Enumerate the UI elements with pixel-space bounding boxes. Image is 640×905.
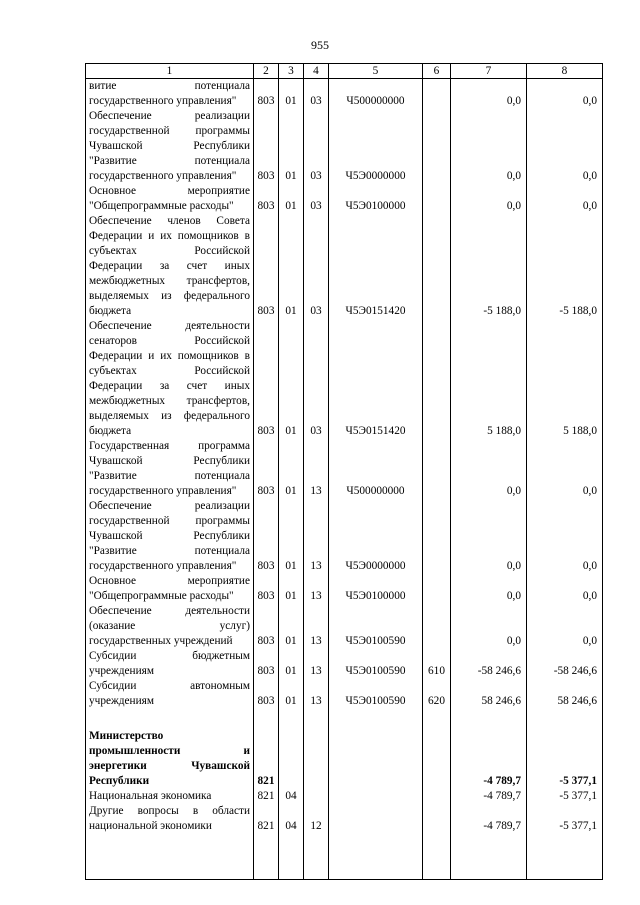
row-name: Субсидии автономным учреждениям [86,679,254,709]
row-section [279,729,304,789]
row-amount-2: 0,0 [527,439,603,499]
row-target-article: Ч5Э0000000 [329,499,423,574]
row-amount-1: -5 188,0 [451,214,527,319]
table-row [86,184,603,214]
budget-table [85,63,603,880]
row-tail-cell [304,834,329,880]
row-name: Основное мероприятие "Общепрограммные расходы" [86,184,254,214]
row-subsection: 13 [304,439,329,499]
row-name: Государственная программа Чувашской Республики "Развитие потенциала государственного управления" [86,439,254,499]
table-row-spacer [86,709,603,729]
row-section: 01 [279,649,304,679]
row-subsection: 12 [304,804,329,834]
row-amount-2: 0,0 [527,109,603,184]
row-expense-type [423,604,451,649]
row-amount-1: 0,0 [451,499,527,574]
row-ministry-code: 803 [254,214,279,319]
row-ministry-code: 803 [254,79,279,110]
row-section: 04 [279,789,304,804]
row-tail-cell [254,834,279,880]
row-tail-cell [527,834,603,880]
row-section [279,709,304,729]
row-expense-type [423,439,451,499]
row-ministry-code: 803 [254,439,279,499]
table-row [86,789,603,804]
row-tail-cell [86,834,254,880]
table-row [86,214,603,319]
row-amount-2: 0,0 [527,574,603,604]
table-row [86,499,603,574]
row-ministry-code: 803 [254,649,279,679]
row-name: Другие вопросы в области национальной экономики [86,804,254,834]
row-ministry-code: 821 [254,804,279,834]
row-amount-1: -4 789,7 [451,729,527,789]
row-amount-1: -4 789,7 [451,789,527,804]
row-expense-type: 610 [423,649,451,679]
row-amount-1: -4 789,7 [451,804,527,834]
row-target-article [329,729,423,789]
row-target-article: Ч5Э0000000 [329,109,423,184]
row-name: Обеспечение членов Совета Федерации и их помощников в субъектах Российской Федерации за счет иных межбюджетных трансфертов, выделяемых из федерального бюджета [86,214,254,319]
row-amount-2: -5 188,0 [527,214,603,319]
row-subsection [304,789,329,804]
row-amount-1: 0,0 [451,79,527,110]
row-ministry-code: 821 [254,789,279,804]
page-number: 955 [311,38,329,52]
row-target-article: Ч500000000 [329,439,423,499]
row-amount-1: 0,0 [451,604,527,649]
table-header-row [86,64,603,79]
row-section: 01 [279,679,304,709]
row-section: 01 [279,604,304,649]
row-subsection: 03 [304,109,329,184]
row-ministry-code: 803 [254,109,279,184]
table-row [86,679,603,709]
row-amount-2: 0,0 [527,79,603,110]
row-amount-2 [527,709,603,729]
row-expense-type [423,79,451,110]
row-tail-cell [329,834,423,880]
column-header: 1 [86,64,254,79]
row-subsection: 13 [304,604,329,649]
row-expense-type [423,214,451,319]
column-header: 5 [329,64,423,79]
row-name: Национальная экономика [86,789,254,804]
row-target-article [329,804,423,834]
row-target-article: Ч5Э0100590 [329,649,423,679]
column-header: 4 [304,64,329,79]
row-subsection: 03 [304,184,329,214]
row-section: 01 [279,79,304,110]
row-amount-1 [451,709,527,729]
row-name: Основное мероприятие "Общепрограммные расходы" [86,574,254,604]
row-expense-type [423,729,451,789]
row-subsection: 13 [304,499,329,574]
table-row [86,109,603,184]
row-amount-1: 0,0 [451,184,527,214]
row-amount-2: 5 188,0 [527,319,603,439]
row-name: Обеспечение деятельности сенаторов Российской Федерации и их помощников в субъектах Российской Федерации за счет иных межбюджетных трансфертов, выделяемых из федерального бюджета [86,319,254,439]
row-amount-2: -5 377,1 [527,729,603,789]
row-expense-type [423,574,451,604]
row-expense-type [423,109,451,184]
row-name: Субсидии бюджетным учреждениям [86,649,254,679]
row-subsection: 03 [304,79,329,110]
row-target-article: Ч5Э0100000 [329,184,423,214]
row-amount-2: 0,0 [527,604,603,649]
row-expense-type [423,709,451,729]
table-row-tail [86,834,603,880]
row-section: 01 [279,439,304,499]
row-target-article: Ч5Э0151420 [329,214,423,319]
table-row [86,439,603,499]
row-ministry-code: 803 [254,499,279,574]
row-subsection: 03 [304,319,329,439]
row-expense-type [423,319,451,439]
row-amount-2: 0,0 [527,184,603,214]
row-amount-1: -58 246,6 [451,649,527,679]
row-target-article: Ч5Э0100590 [329,604,423,649]
row-subsection: 13 [304,574,329,604]
row-ministry-code: 803 [254,319,279,439]
row-amount-2: -5 377,1 [527,804,603,834]
row-target-article: Ч5Э0151420 [329,319,423,439]
row-amount-1: 58 246,6 [451,679,527,709]
row-tail-cell [451,834,527,880]
column-header: 7 [451,64,527,79]
column-header: 8 [527,64,603,79]
row-expense-type [423,804,451,834]
row-section: 01 [279,499,304,574]
row-ministry-code: 803 [254,184,279,214]
row-expense-type [423,184,451,214]
row-expense-type [423,499,451,574]
table-row [86,319,603,439]
row-section: 01 [279,214,304,319]
row-name: витие потенциала государственного управления" [86,79,254,110]
row-ministry-code: 803 [254,679,279,709]
row-section: 01 [279,109,304,184]
row-name: Министерство промышленности и энергетики Чувашской Республики [86,729,254,789]
row-subsection: 13 [304,679,329,709]
row-amount-1: 0,0 [451,574,527,604]
table-row [86,604,603,649]
column-header: 6 [423,64,451,79]
table-row [86,804,603,834]
row-target-article: Ч500000000 [329,79,423,110]
row-ministry-code: 821 [254,729,279,789]
row-section: 04 [279,804,304,834]
row-name: Обеспечение реализации государственной программы Чувашской Республики "Развитие потенциала государственного управления" [86,499,254,574]
row-section: 01 [279,574,304,604]
row-target-article [329,709,423,729]
column-header: 2 [254,64,279,79]
row-ministry-code [254,709,279,729]
row-amount-2: 0,0 [527,499,603,574]
row-tail-cell [423,834,451,880]
row-amount-2: -58 246,6 [527,649,603,679]
table-row [86,574,603,604]
row-amount-1: 5 188,0 [451,319,527,439]
row-amount-2: -5 377,1 [527,789,603,804]
column-header: 3 [279,64,304,79]
row-subsection: 03 [304,214,329,319]
row-target-article: Ч5Э0100590 [329,679,423,709]
row-amount-2: 58 246,6 [527,679,603,709]
row-amount-1: 0,0 [451,109,527,184]
row-section: 01 [279,319,304,439]
row-subsection [304,709,329,729]
row-subsection [304,729,329,789]
row-section: 01 [279,184,304,214]
table-row [86,649,603,679]
row-name: Обеспечение реализации государственной программы Чувашской Республики "Развитие потенциала государственного управления" [86,109,254,184]
row-target-article: Ч5Э0100000 [329,574,423,604]
row-tail-cell [279,834,304,880]
table-row-ministry [86,729,603,789]
row-target-article [329,789,423,804]
row-name: Обеспечение деятельности (оказание услуг) государственных учреждений [86,604,254,649]
row-name [86,709,254,729]
row-amount-1: 0,0 [451,439,527,499]
row-ministry-code: 803 [254,574,279,604]
row-subsection: 13 [304,649,329,679]
row-ministry-code: 803 [254,604,279,649]
table-row [86,79,603,110]
row-expense-type [423,789,451,804]
row-expense-type: 620 [423,679,451,709]
